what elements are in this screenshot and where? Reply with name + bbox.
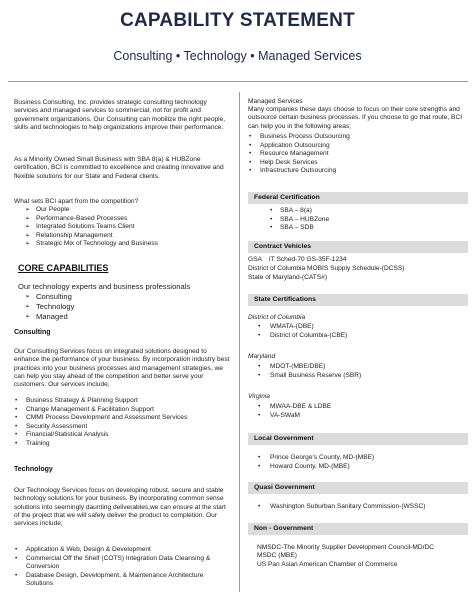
list-item: • Commercial Off the Shelf (COTS) Integration Data Cleansing & Conversion xyxy=(14,555,224,572)
managed-heading: Managed Services xyxy=(248,98,303,105)
dc-label: District of Columbia xyxy=(248,314,306,321)
local-list xyxy=(248,454,468,471)
managed-list xyxy=(248,133,468,176)
list-item: • Help Desk Services xyxy=(248,159,468,168)
non-government-heading: Non - Government xyxy=(248,523,468,535)
list-item: • SBA – SDB xyxy=(248,224,468,233)
apart-heading: What sets BCI apart from the competition? xyxy=(14,198,139,205)
page-title: CAPABILITY STATEMENT xyxy=(120,10,355,31)
core-capabilities-heading: CORE CAPABILITIES xyxy=(18,263,109,273)
list-item: • SBA – 8(a) xyxy=(248,207,468,216)
intro-paragraph: Business Consulting, Inc. provides strategic consulting technology services and managed services to commercial, not for profit and government organizations. Our Consulting can mobilize the right people, skills and technologies to help organizations improve their performance. xyxy=(14,99,226,131)
list-item: • Application & Web, Design & Development xyxy=(14,546,224,555)
list-item: • Database Design, Development, & Maintenance Architecture Solutions xyxy=(14,572,224,589)
list-item: • Prince George’s County, MD-(MBE) xyxy=(248,454,468,463)
md-label: Maryland xyxy=(248,353,276,360)
column-divider xyxy=(239,92,240,592)
nongov-line: NMSDC-The Minority Supplier Development Council-MD/DC MSDC (MBE) xyxy=(257,544,434,560)
list-item: • Training xyxy=(14,440,232,449)
consulting-list xyxy=(14,397,232,449)
list-item: ➢ Consulting xyxy=(24,292,224,302)
list-item: • District of Columbia-(CBE) xyxy=(248,332,468,341)
federal-list xyxy=(248,207,468,233)
list-item: ➢ Relationship Management xyxy=(24,232,224,241)
list-item: • VA-SWaM xyxy=(248,412,468,421)
state-certifications-heading: State Certifications xyxy=(248,294,468,306)
list-item: • Financial/Statistical Analysis xyxy=(14,431,232,440)
technology-list xyxy=(14,546,224,589)
list-item: • Business Strategy & Planning Support xyxy=(14,397,232,406)
apart-list xyxy=(24,206,224,249)
list-item: • MWAA-DBE & LDBE xyxy=(248,403,468,412)
list-item: • Change Management & Facilitation Support xyxy=(14,406,232,415)
va-list xyxy=(248,403,468,420)
va-label: Virginia xyxy=(248,393,270,400)
local-government-heading: Local Government xyxy=(248,433,468,445)
list-item: • Howard County, MD-(MBE) xyxy=(248,463,468,472)
list-item: ➢ Strategic Mix of Technology and Business xyxy=(24,240,224,249)
certifications-paragraph: As a Minority Owned Small Business with SBA 8(a) & HUBZone certification, BCI is committed to excellence and creating innovative and flexible solutions for our State and Federal clients. xyxy=(14,156,224,180)
quasi-list xyxy=(248,503,468,512)
quasi-government-heading: Quasi Government xyxy=(248,482,468,494)
list-item: • Resource Management xyxy=(248,150,468,159)
list-item: ➢ Managed xyxy=(24,312,224,322)
dc-list xyxy=(248,323,468,340)
contract-line: District of Columbia MOBIS Supply Schedule-(DCSS) xyxy=(248,265,405,272)
list-item: • Washington Suburban Sanitary Commission-(WSSC) xyxy=(248,503,468,512)
list-item: • Small Business Reserve (SBR) xyxy=(248,372,468,381)
list-item: • SBA – HUBZone xyxy=(248,216,468,225)
list-item: • Infrastructure Outsourcing xyxy=(248,167,468,176)
list-item: • MDOT-(MBE/DBE) xyxy=(248,363,468,372)
page-subtitle: Consulting • Technology • Managed Services xyxy=(113,49,362,63)
contract-line: State of Maryland-(CATS#) xyxy=(248,274,328,281)
list-item: ➢ Performance-Based Processes xyxy=(24,215,224,224)
md-list xyxy=(248,363,468,380)
list-item: • WMATA-(DBE) xyxy=(248,323,468,332)
list-item: • CMMI Process Development and Assessment Services xyxy=(14,414,232,423)
technology-paragraph: Our Technology Services focus on developing robust, secure and stable technology solutions for your business. By incorporating common sense solutions into seemingly daunting deliverables,we can ensure at the start of the project that we will safely deliver the product to completion. Our services include; xyxy=(14,487,226,528)
consulting-heading: Consulting xyxy=(14,329,51,336)
managed-paragraph: Many companies these days choose to focus on their core strengths and outsource certain business processes. If you choose to go that route, BCI can help you in the following areas; xyxy=(248,106,463,130)
header-divider xyxy=(8,81,468,82)
core-intro: Our technology experts and business professionals xyxy=(18,282,191,291)
technology-heading: Technology xyxy=(14,466,53,473)
consulting-paragraph: Our Consulting Services focus on integrated solutions designed to enhance the performance of your business. By incorporation industry best practices into your business processes and management strategies, we can help you stay ahead of the competition and better serve your customers. Our services include; xyxy=(14,348,230,389)
contract-vehicles-heading: Contract Vehicles xyxy=(248,241,468,253)
list-item: • Application Outsourcing xyxy=(248,142,468,151)
list-item: ➢ Integrated Solutions Teams Client xyxy=(24,223,224,232)
federal-certification-heading: Federal Certification xyxy=(248,192,468,204)
list-item: • Business Process Outsourcing xyxy=(248,133,468,142)
nongov-line: US Pan Asian American Chamber of Commerce xyxy=(257,561,398,568)
list-item: • Security Assessment xyxy=(14,423,232,432)
list-item: ➢ Technology xyxy=(24,302,224,312)
contract-line: GSA IT Sched-70 GS-35F-1234 xyxy=(248,256,347,263)
core-list xyxy=(24,292,224,322)
list-item: ➢ Our People xyxy=(24,206,224,215)
